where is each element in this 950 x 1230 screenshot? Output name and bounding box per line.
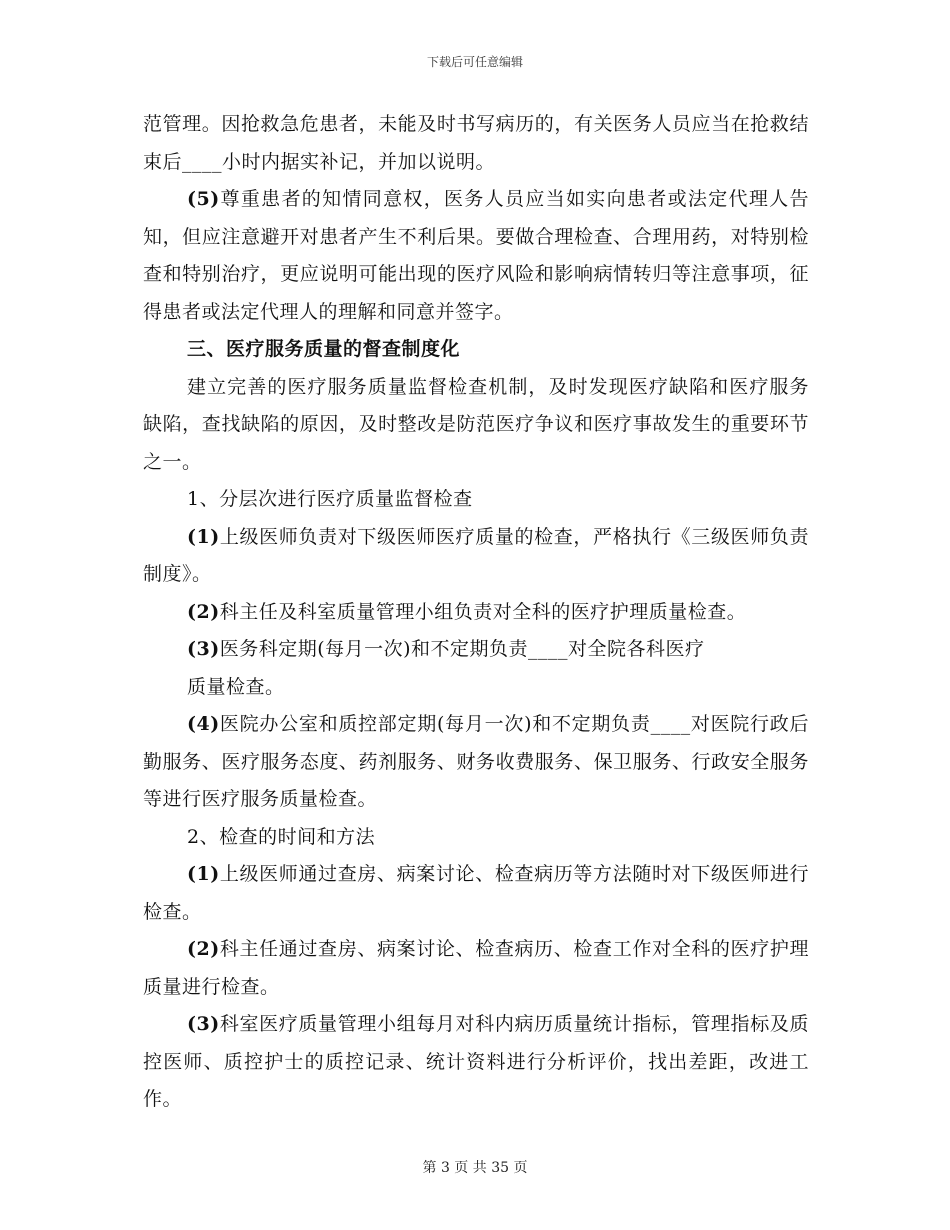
document-body	[143, 106, 809, 1119]
item-number: (3)	[187, 1013, 220, 1035]
item-number: (2)	[187, 938, 220, 960]
paragraph: 建立完善的医疗服务质量监督检查机制，及时发现医疗缺陷和医疗服务缺陷，查找缺陷的原因，及时整改是防范医疗争议和医疗事故发生的重要环节之一。	[143, 375, 809, 473]
item-number: (1)	[187, 863, 220, 885]
subsection-heading: 2、检查的时间和方法	[187, 825, 376, 848]
page-footer: 第 3 页 共 35 页	[422, 1160, 528, 1176]
paragraph-item-3: (3)医务科定期(每月一次)和不定期负责____对全院各科医疗	[187, 638, 705, 660]
subsection-heading: 1、分层次进行医疗质量监督检查	[187, 488, 473, 510]
page-header: 下载后可任意编辑	[426, 55, 523, 69]
paragraph-item-1: (1)上级医师通过查房、病案讨论、检查病历等方法随时对下级医师进行检查。	[143, 863, 809, 923]
paragraph-item-4: (4)医院办公室和质控部定期(每月一次)和不定期负责____对医院行政后勤服务、医疗服务态度、药剂服务、财务收费服务、保卫服务、行政安全服务等进行医疗服务质量检查。	[143, 713, 809, 810]
item-number: (2)	[187, 600, 220, 623]
paragraph-item-3: (3)科室医疗质量管理小组每月对科内病历质量统计指标，管理指标及质控医师、质控护士的质控记录、统计资料进行分析评价，找出差距，改进工作。	[143, 1013, 809, 1110]
paragraph-item-2: (2)科主任通过查房、病案讨论、检查病历、检查工作对全科的医疗护理质量进行检查。	[143, 938, 809, 998]
item-number: (5)	[187, 188, 220, 210]
paragraph-item-5: (5)尊重患者的知情同意权，医务人员应当如实向患者或法定代理人告知，但应注意避开对患者产生不利后果。要做合理检查、合理用药，对特别检查和特别治疗，更应说明可能出现的医疗风险和影响病情转归等注意事项，征得患者或法定代理人的理解和同意并签字。	[143, 188, 809, 323]
item-number: (3)	[187, 638, 220, 660]
paragraph-item-1: (1)上级医师负责对下级医师医疗质量的检查，严格执行《三级医师负责制度》。	[143, 525, 809, 585]
paragraph: 范管理。因抢救急危患者，未能及时书写病历的，有关医务人员应当在抢救结束后____小时内据实补记，并加以说明。	[143, 113, 809, 173]
paragraph-item-2: (2)科主任及科室质量管理小组负责对全科的医疗护理质量检查。	[187, 600, 747, 623]
item-number: (4)	[187, 713, 220, 735]
item-number: (1)	[187, 525, 220, 548]
section-heading: 三、医疗服务质量的督查制度化	[187, 338, 461, 360]
paragraph-continuation: 质量检查。	[187, 675, 285, 698]
